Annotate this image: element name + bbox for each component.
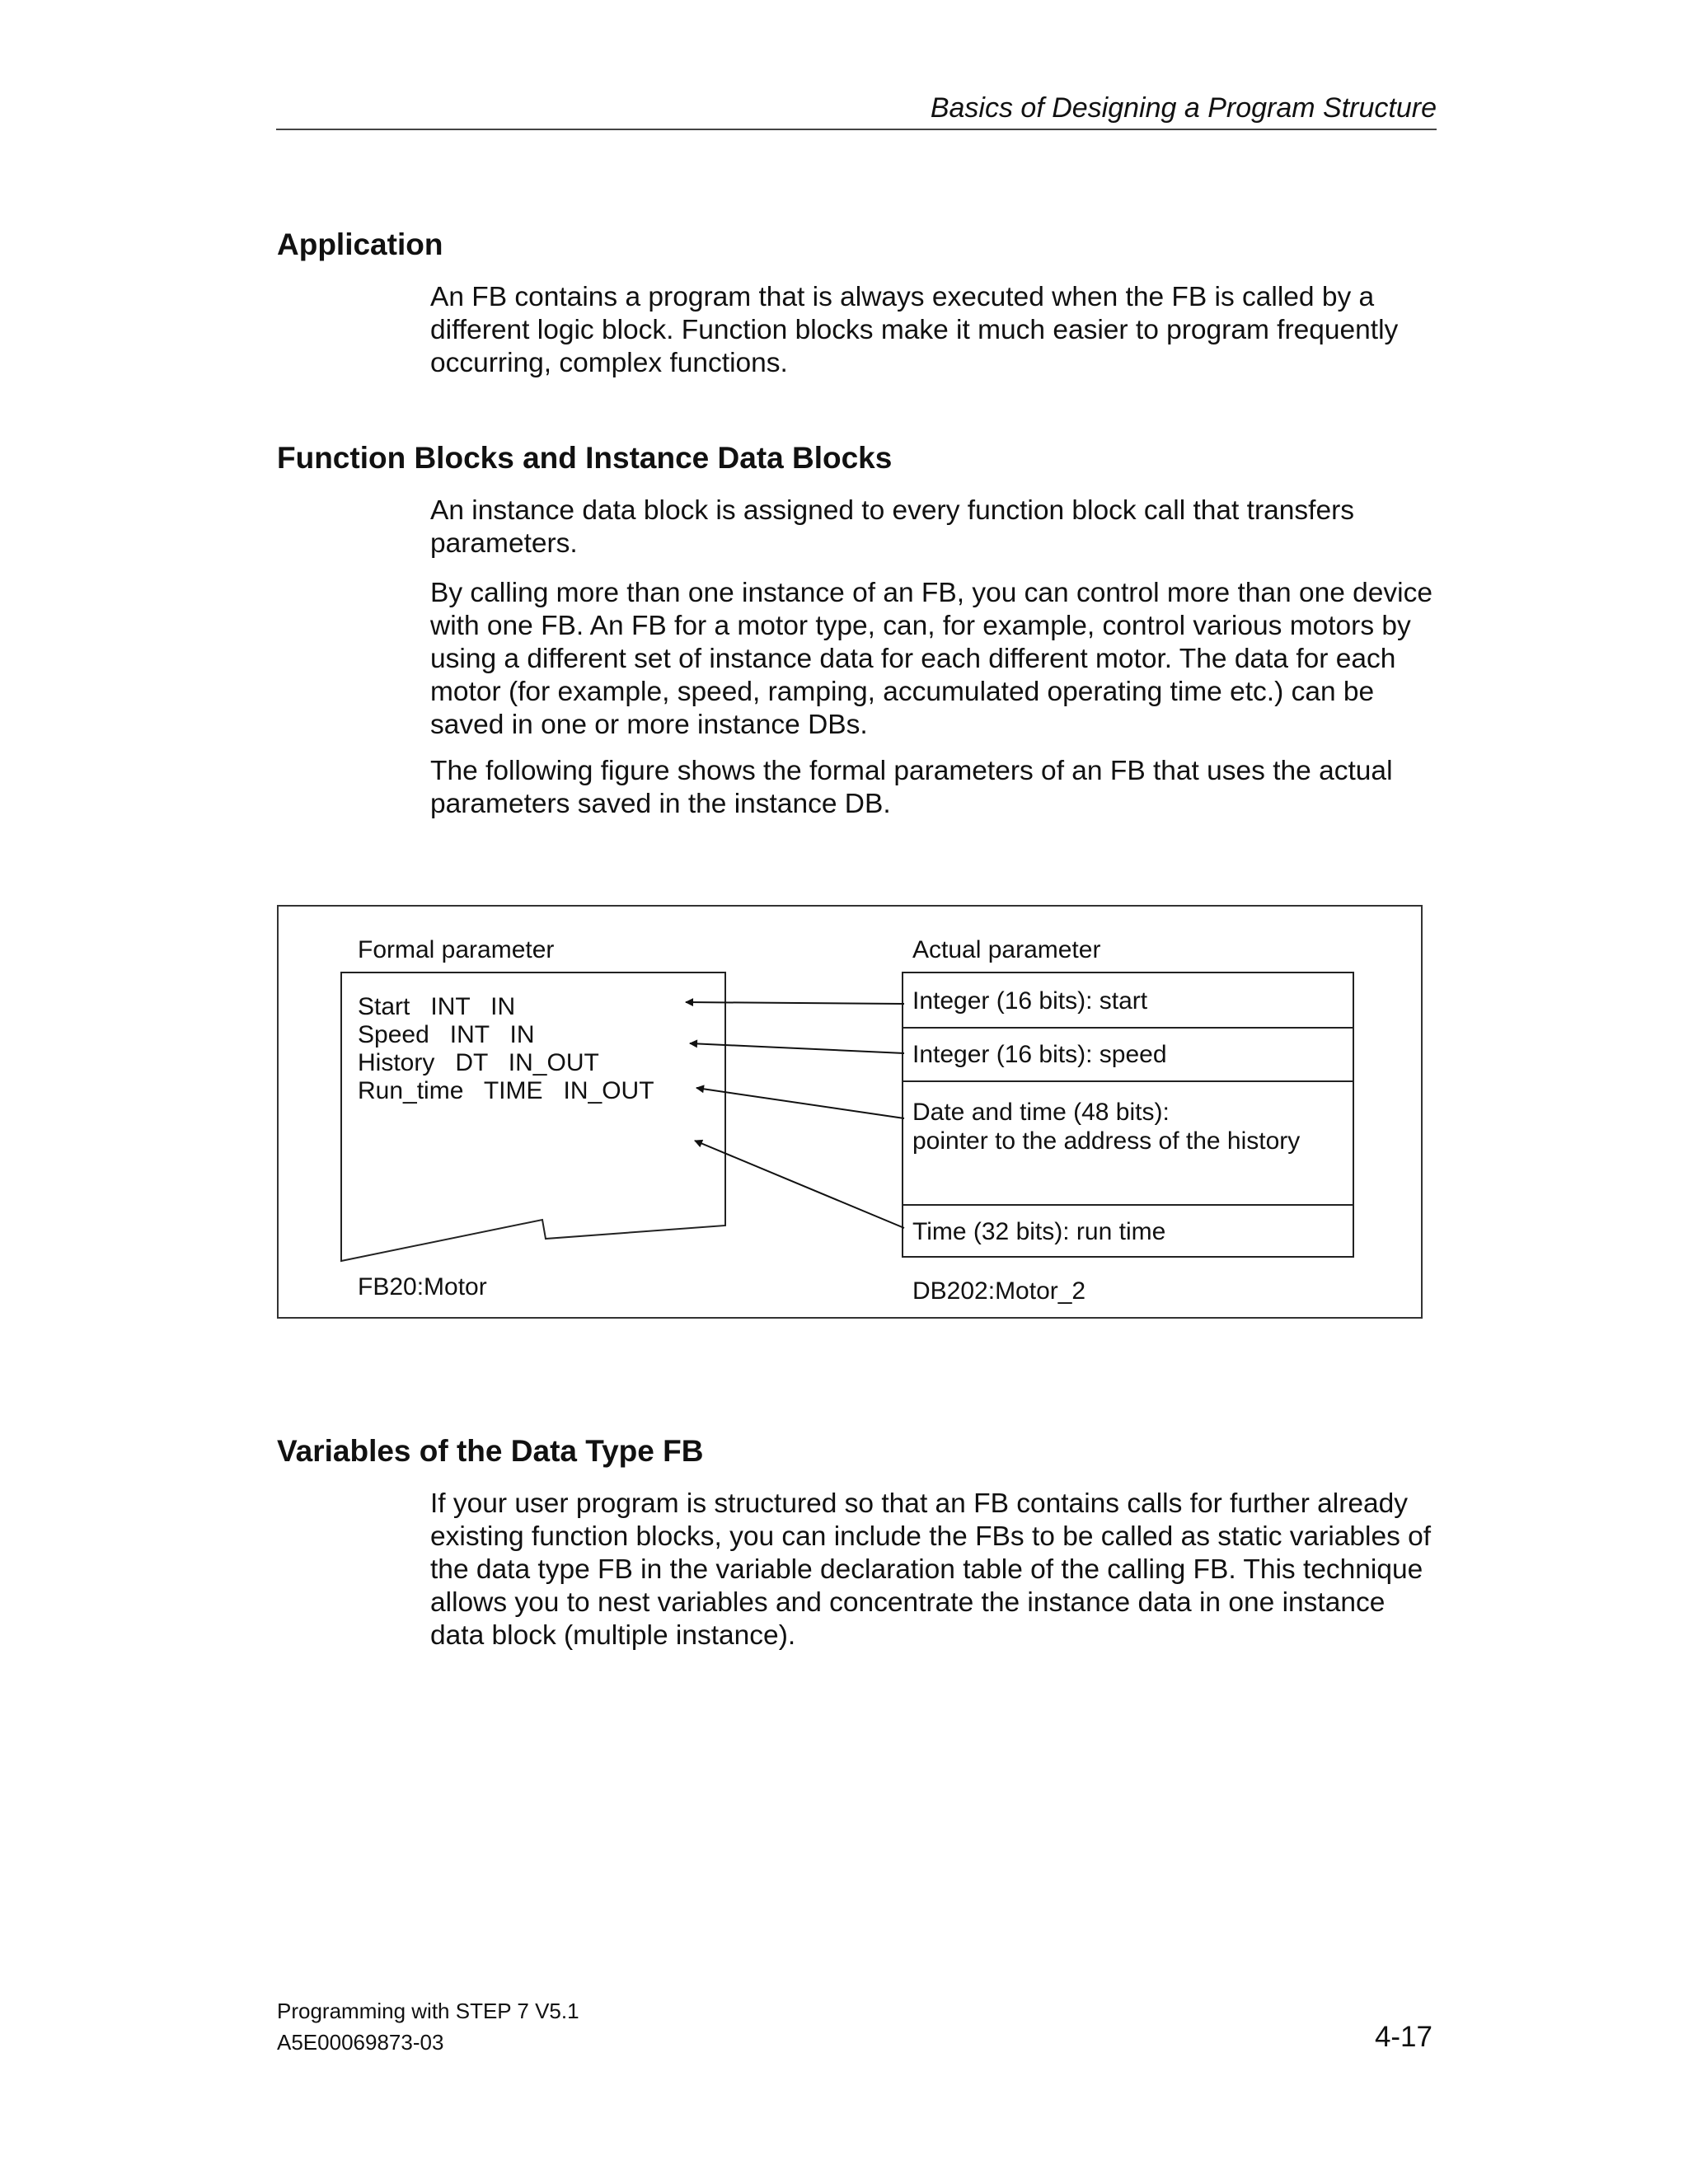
footer-manual-title: Programming with STEP 7 V5.1	[277, 1999, 579, 2023]
actual-parameter-label: Actual parameter	[912, 936, 1101, 963]
function-blocks-paragraph-1: An instance data block is assigned to every function block call that transfers parameters.	[430, 495, 1354, 559]
application-paragraph: An FB contains a program that is always executed when the FB is called by a different logic block. Function blocks make it much easier to program frequently occurring, complex functions.	[430, 282, 1399, 378]
section-heading-variables-fb: Variables of the Data Type FB	[277, 1434, 704, 1468]
section-heading-application: Application	[277, 227, 443, 261]
section-heading-function-blocks: Function Blocks and Instance Data Blocks	[277, 441, 893, 475]
arrow-run-time	[695, 1141, 904, 1228]
footer-document-id: A5E00069873-03	[277, 2030, 444, 2055]
formal-param-run-time: Run_time TIME IN_OUT	[358, 1077, 654, 1104]
function-blocks-paragraph-2: By calling more than one instance of an FB, you can control more than one device with one FB. An FB for a motor type, can, for example, control various motors by using a different set of instance data for each different motor. The data for each motor (for example, speed, ramping, accumulated operating time etc.) can be saved in one or more instance DBs.	[430, 578, 1433, 740]
actual-param-start: Integer (16 bits): start	[912, 987, 1148, 1015]
variables-fb-paragraph: If your user program is structured so that an FB contains calls for further already existing function blocks, you can include the FBs to be called as static variables of the data type FB in the variable declaration table of the calling FB. This technique allows you to nest variables and concentrate the instance data in one instance data block (multiple instance).	[430, 1488, 1432, 1651]
arrow-speed	[690, 1043, 904, 1053]
arrow-start	[686, 1002, 904, 1004]
arrow-history	[696, 1088, 904, 1118]
actual-param-run-time: Time (32 bits): run time	[912, 1218, 1166, 1245]
fb-name-caption: FB20:Motor	[358, 1273, 487, 1301]
actual-param-speed: Integer (16 bits): speed	[912, 1041, 1167, 1068]
actual-param-history-line1: Date and time (48 bits):	[912, 1099, 1170, 1126]
page-number: 4-17	[1374, 2021, 1432, 2053]
formal-parameter-label: Formal parameter	[358, 936, 555, 963]
formal-param-history: History DT IN_OUT	[358, 1049, 599, 1076]
actual-param-history-line2: pointer to the address of the history	[912, 1127, 1301, 1155]
formal-param-start: Start INT IN	[358, 993, 516, 1020]
formal-param-speed: Speed INT IN	[358, 1021, 535, 1048]
db-name-caption: DB202:Motor_2	[912, 1277, 1086, 1305]
function-blocks-paragraph-3: The following figure shows the formal parameters of an FB that uses the actual parameters saved in the instance DB.	[430, 756, 1393, 819]
running-header-title: Basics of Designing a Program Structure	[930, 92, 1437, 124]
